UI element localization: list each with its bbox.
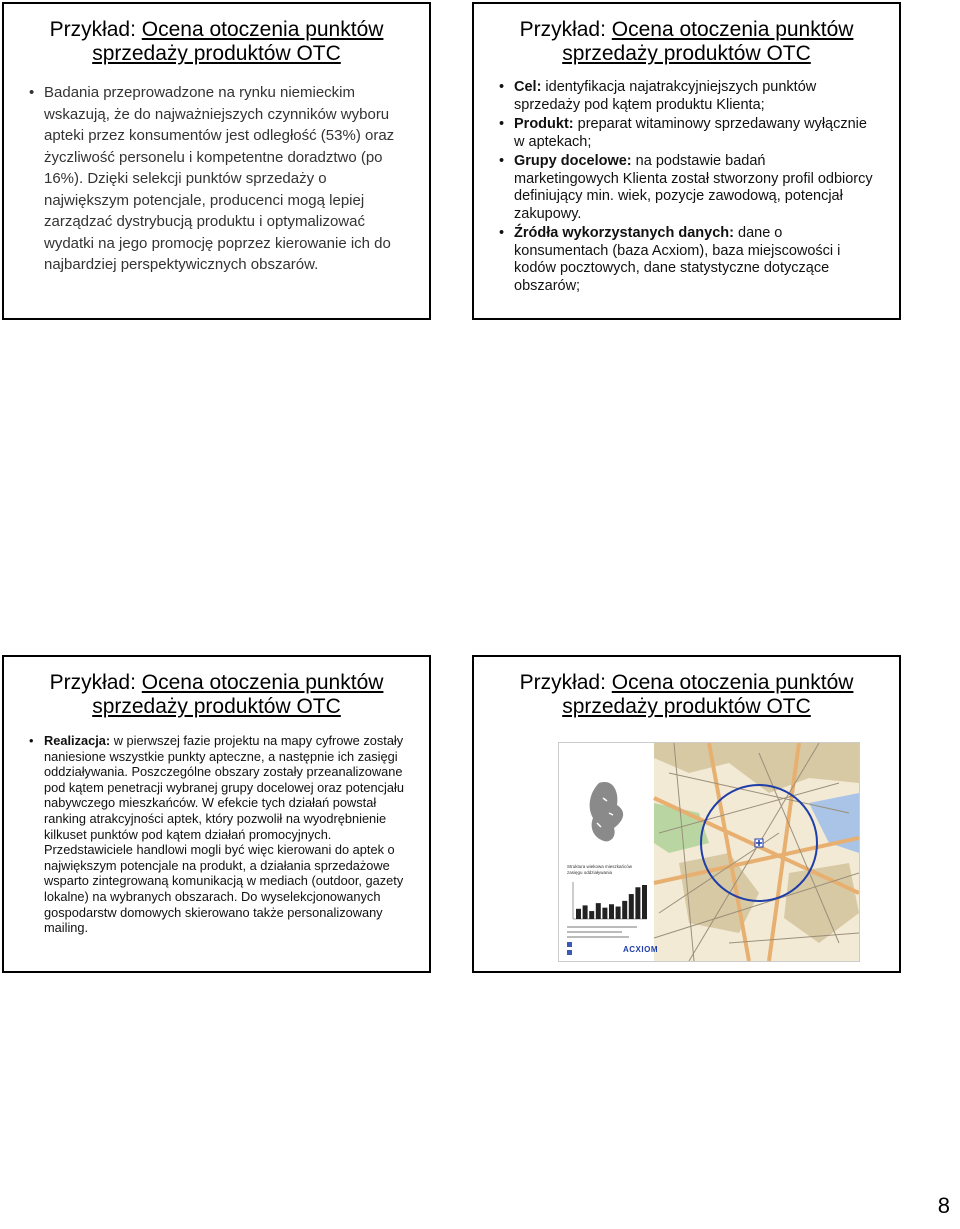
chart-bar (635, 887, 640, 919)
bullet-item: • Realizacja: w pierwszej fazie projektu na mapy cyfrowe zostały naniesione wszystkie punkty apteczne, a następnie ich zasięgi oddziaływania. Poszczególne obszary zostały przeanalizowane pod kątem penetracji wybranej grupy docelowej oraz potencjału nabywczego mieszkańców. W efekcie tych działań powstał ranking atrakcyjności aptek, który pozwolił na wyodrębnienie kilkuset punktów pod kątem działań promocyjnych. Przedstawiciele handlowi mogli być więc kierowani do aptek o największym potencjale na produkt, a działania sprzedażowe wsparto zintegrowaną komunikacją w mediach (outdoor, gazety lokalne) na wybranych obszarach. Do wyselekcjonowanych gospodarstw domowych skierowano także personalizowany mailing. (44, 733, 404, 936)
chart-bar (596, 903, 601, 919)
title-prefix: Przykład: (519, 671, 612, 694)
title-link-line2[interactable]: sprzedaży produktów OTC (92, 42, 341, 65)
slide-title (4, 18, 429, 66)
title-prefix: Przykład: (49, 671, 142, 694)
svg-text:Struktura wiekowa mieszkańców: Struktura wiekowa mieszkańców (567, 864, 633, 869)
bullet-list (44, 733, 404, 936)
slide-title (4, 671, 429, 719)
map-figure (558, 742, 860, 962)
title-link-line1[interactable]: Ocena otoczenia punktów (611, 671, 854, 694)
svg-text:zasięgu oddziaływania: zasięgu oddziaływania (567, 870, 613, 875)
slide-title (474, 18, 899, 66)
chart-bar (616, 907, 621, 919)
slide-2 (472, 2, 901, 320)
bullet-item: • Cel: identyfikacja najatrakcyjniejszych punktów sprzedaży pod kątem produktu Klienta; (514, 79, 874, 114)
chart-bar (622, 901, 627, 919)
chart-bar (576, 909, 581, 919)
chart-bar (583, 905, 588, 919)
page-number: 8 (937, 1193, 950, 1218)
title-link-line1[interactable]: Ocena otoczenia punktów (611, 18, 854, 41)
title-link-line2[interactable]: sprzedaży produktów OTC (562, 42, 811, 65)
slide-title (474, 671, 899, 719)
chart-bar (609, 904, 614, 919)
chart-bar (642, 885, 647, 919)
slide-3 (2, 655, 431, 973)
title-prefix: Przykład: (519, 18, 612, 41)
bullet-list (514, 79, 874, 295)
title-link-line1[interactable]: Ocena otoczenia punktów (141, 671, 384, 694)
chart-bar (629, 894, 634, 919)
map-illustration (559, 743, 859, 961)
bullet-item: • Produkt: preparat witaminowy sprzedawany wyłącznie w aptekach; (514, 116, 874, 151)
title-link-line1[interactable]: Ocena otoczenia punktów (141, 18, 384, 41)
title-link-line2[interactable]: sprzedaży produktów OTC (562, 695, 811, 718)
bullet-list (44, 82, 406, 276)
chart-bar (602, 908, 607, 919)
slide-1 (2, 2, 431, 320)
slide-4 (472, 655, 901, 973)
title-prefix: Przykład: (49, 18, 142, 41)
chart-bar (589, 911, 594, 919)
bullet-item: • Grupy docelowe: na podstawie badań marketingowych Klienta został stworzony profil odbiorcy definiujący min. wiek, pozycje zawodową, potencjał zakupowy. (514, 153, 874, 223)
title-link-line2[interactable]: sprzedaży produktów OTC (92, 695, 341, 718)
acxiom-logo: ACXIOM (623, 945, 658, 954)
bullet-item: • Źródła wykorzystanych danych: dane o konsumentach (baza Acxiom), baza miejscowości i kodów pocztowych, dane statystyczne dotyczące obszarów; (514, 225, 874, 295)
bullet-item: • Badania przeprowadzone na rynku niemieckim wskazują, że do najważniejszych czynników wyboru apteki przez konsumentów jest odległość (53%) oraz życzliwość personelu i kompetentne doradztwo (po 16%). Dzięki selekcji punktów sprzedaży o największym potencjale, producenci mogą lepiej zarządzać dystrybucją produktu i optymalizować wydatki na jego promocję poprzez kierowanie ich do najbardziej perspektywicznych obszarów. (44, 82, 406, 276)
